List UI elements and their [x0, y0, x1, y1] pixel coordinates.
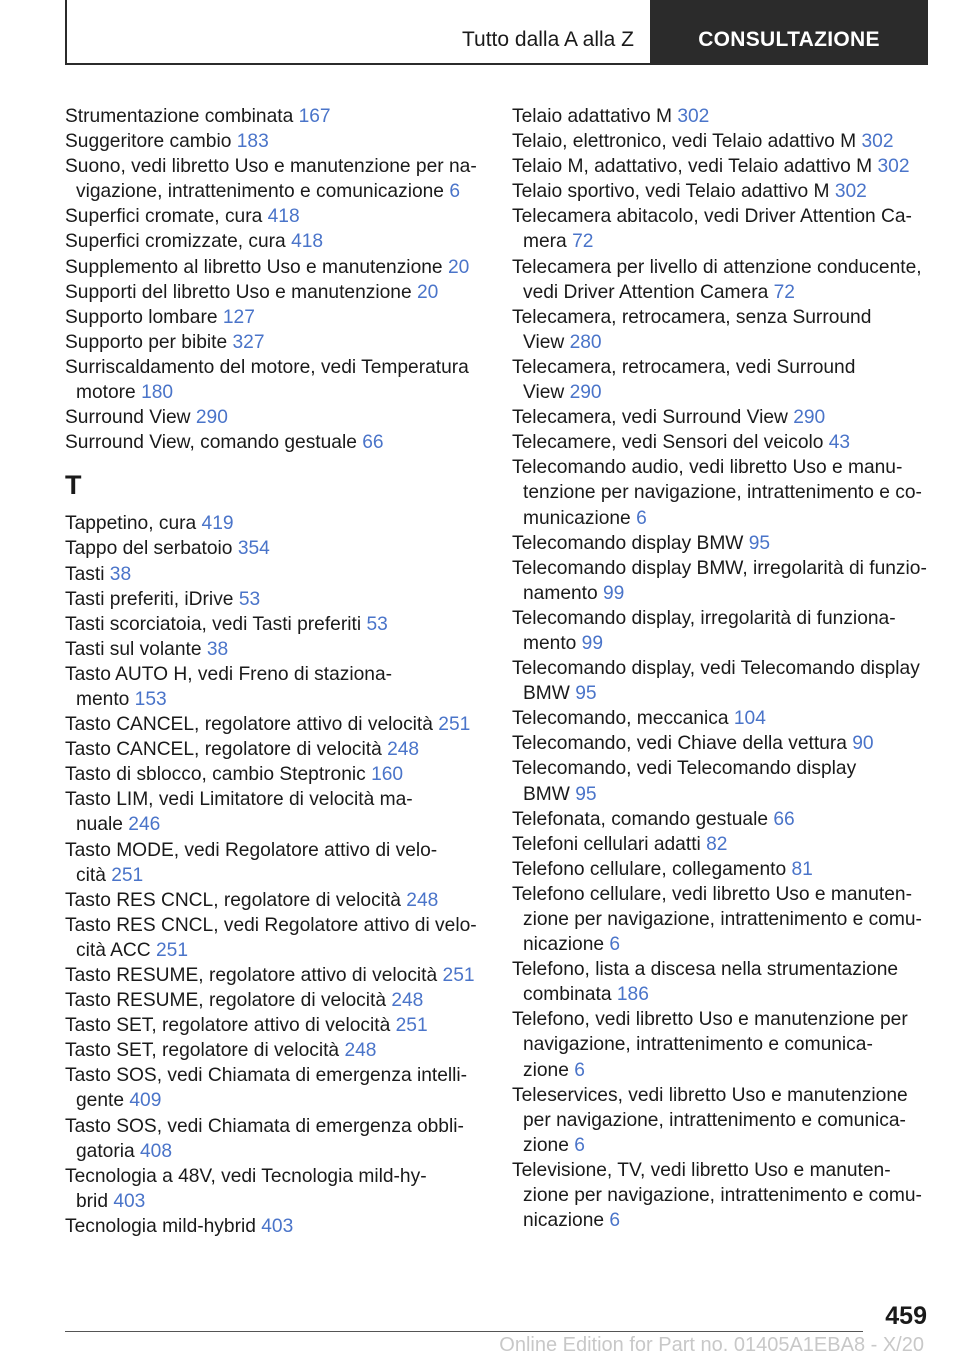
footer-rule [65, 1331, 863, 1332]
page-reference-link[interactable]: 302 [834, 181, 867, 203]
page-header [65, 0, 928, 65]
index-entry-text: municazione [523, 507, 631, 529]
header-chapter-box [650, 0, 928, 65]
page-reference-link[interactable]: 43 [828, 432, 851, 454]
page-reference-link[interactable]: 72 [773, 281, 795, 303]
page-reference-link[interactable]: 20 [417, 281, 439, 303]
index-entry [512, 104, 932, 129]
index-entry-text: Tasto CANCEL, regolatore di velocità [65, 739, 382, 761]
chapter-title: CONSULTAZIONE [698, 28, 880, 51]
index-entry [65, 662, 485, 712]
index-entry [512, 355, 932, 405]
index-entry [65, 963, 485, 988]
index-entry [65, 1013, 485, 1038]
index-entry-text: cità [76, 864, 106, 886]
page-reference-link[interactable]: 251 [438, 714, 471, 736]
index-entry [65, 1164, 485, 1214]
index-entry [65, 737, 485, 762]
page-reference-link[interactable]: 6 [449, 181, 460, 203]
index-letter-heading: T [65, 470, 82, 501]
index-entry [512, 405, 932, 430]
index-entry [512, 957, 932, 1007]
index-entry [65, 1038, 485, 1063]
index-entry [65, 562, 485, 587]
index-entry-text: Suono, vedi libretto Uso e manutenzione per na- [65, 156, 477, 178]
index-entry-text: Tasto AUTO H, vedi Freno di staziona- [65, 663, 393, 685]
page-reference-link[interactable]: 409 [129, 1090, 162, 1112]
page-reference-link[interactable]: 38 [206, 638, 229, 660]
page-reference-link[interactable]: 180 [141, 382, 174, 404]
index-entry-text: Telecamere, vedi Sensori del veicolo [512, 432, 824, 454]
index-entry-text: zione per navigazione, intrattenimento e comu- [523, 909, 922, 930]
index-entry-text: combinata [523, 984, 612, 1006]
index-entry [65, 637, 485, 662]
page-reference-link[interactable]: 38 [109, 563, 132, 585]
index-entry [65, 255, 485, 280]
page-reference-link[interactable]: 95 [575, 683, 597, 705]
page-reference-link[interactable]: 251 [111, 864, 144, 886]
index-entry [65, 280, 485, 305]
index-entry-text: Telaio M, adattativo, vedi Telaio adattivo M [512, 156, 873, 178]
index-entry-text: Telecamera, retrocamera, vedi Surround [512, 356, 856, 378]
page-reference-link[interactable]: 248 [391, 990, 424, 1012]
index-entry [512, 154, 932, 179]
index-entry [512, 179, 932, 204]
index-entry-text: Telefoni cellulari adatti [512, 833, 701, 855]
index-entry-text: Supporti del libretto Uso e manutenzione [65, 281, 412, 303]
index-entry [512, 731, 932, 756]
index-entry-text: vedi Driver Attention Camera [523, 281, 769, 303]
page-reference-link[interactable]: 127 [222, 306, 255, 328]
index-entry-text: mento [523, 632, 577, 654]
index-entry-text: Tecnologia mild-hybrid [65, 1215, 256, 1237]
index-entry [65, 204, 485, 229]
index-entry-text: BMW [523, 783, 570, 805]
index-entry-text: navigazione, intrattenimento e comunica- [523, 1034, 873, 1056]
index-entry-text: Tasto RESUME, regolatore attivo di velocità [65, 965, 438, 986]
index-entry-text: Supporto lombare [65, 306, 218, 328]
page-reference-link[interactable]: 403 [113, 1190, 146, 1212]
index-entry [65, 888, 485, 913]
page-reference-link[interactable]: 95 [748, 532, 771, 554]
page-reference-link[interactable]: 290 [195, 407, 228, 429]
index-entry [65, 913, 485, 963]
index-group-t-continued [512, 104, 932, 1233]
page-reference-link[interactable]: 6 [574, 1059, 585, 1081]
index-entry [65, 1214, 485, 1239]
page-reference-link[interactable]: 408 [140, 1140, 173, 1162]
index-entry-text: Tasti [65, 563, 105, 585]
index-entry-text: cità ACC [76, 939, 151, 961]
index-entry-text: Telecomando audio, vedi libretto Uso e manu- [512, 457, 903, 479]
page-reference-link[interactable]: 20 [447, 256, 470, 278]
index-entry-text: Telecomando display BMW, irregolarità di funzio- [512, 557, 927, 579]
page-reference-link[interactable]: 248 [344, 1040, 377, 1062]
index-entry-text: Suggeritore cambio [65, 131, 232, 153]
index-entry-text: motore [76, 382, 136, 404]
index-entry-text: Telefono cellulare, collegamento [512, 858, 787, 880]
index-entry-text: Strumentazione combinata [65, 106, 294, 127]
page-reference-link[interactable]: 327 [232, 331, 265, 353]
page-reference-link[interactable]: 418 [267, 206, 300, 228]
index-entry-text: Telefonata, comando gestuale [512, 808, 769, 830]
index-entry [512, 455, 932, 530]
index-entry-text: Telecomando display BMW [512, 532, 744, 554]
page-reference-link[interactable]: 248 [406, 889, 439, 911]
index-entry [65, 330, 485, 355]
index-entry [65, 430, 485, 455]
page-reference-link[interactable]: 167 [298, 106, 331, 127]
page-reference-link[interactable]: 53 [238, 588, 261, 610]
page-reference-link[interactable]: 246 [128, 814, 161, 836]
index-entry [65, 536, 485, 561]
index-entry-text: Telecamera, vedi Surround View [512, 407, 788, 429]
footer-edition: Online Edition for Part no. 01405A1EBA8 - X/20 [499, 1334, 924, 1356]
page-reference-link[interactable]: 302 [861, 131, 894, 153]
index-entry [65, 612, 485, 637]
index-entry-text: Tecnologia a 48V, vedi Tecnologia mild-hy- [65, 1165, 427, 1187]
index-entry-text: Telaio, elettronico, vedi Telaio adattivo M [512, 131, 857, 153]
index-entry-text: mera [523, 231, 567, 253]
index-entry [65, 511, 485, 536]
index-entry-text: Tasto SOS, vedi Chiamata di emergenza intelli- [65, 1065, 468, 1087]
index-group-s [65, 104, 485, 455]
index-entry [512, 305, 932, 355]
index-entry-text: Tasti preferiti, iDrive [65, 588, 234, 610]
index-entry-text: Telecomando, vedi Telecomando display [512, 758, 857, 780]
index-entry [65, 355, 485, 405]
index-entry-text: Telecomando, meccanica [512, 708, 729, 730]
index-entry [512, 606, 932, 656]
index-entry [512, 129, 932, 154]
index-entry-text: Telecamera, retrocamera, senza Surround [512, 306, 872, 328]
index-entry-text: Tasti sul volante [65, 638, 202, 660]
page-reference-link[interactable]: 290 [793, 407, 826, 429]
index-entry-text: namento [523, 582, 598, 604]
index-entry-text: Tasto RES CNCL, regolatore di velocità [65, 889, 401, 911]
page-reference-link[interactable]: 302 [877, 156, 910, 178]
page-reference-link[interactable]: 419 [201, 513, 234, 535]
index-entry [512, 832, 932, 857]
index-entry-text: Telefono, lista a discesa nella strumentazione [512, 959, 899, 981]
index-entry [65, 787, 485, 837]
index-entry-text: vigazione, intrattenimento e comunicazione [76, 181, 444, 203]
page-reference-link[interactable]: 354 [237, 538, 270, 560]
index-entry-text: Supporto per bibite [65, 331, 228, 353]
page-reference-link[interactable]: 66 [773, 808, 795, 830]
index-entry [512, 430, 932, 455]
index-entry [65, 405, 485, 430]
index-entry-text: zione per navigazione, intrattenimento e comu- [523, 1185, 922, 1207]
index-entry-text: Teleservices, vedi libretto Uso e manutenzione [512, 1084, 908, 1106]
index-entry [65, 104, 485, 129]
index-entry-text: View [523, 331, 565, 353]
page-reference-link[interactable]: 82 [706, 833, 728, 855]
index-entry [65, 129, 485, 154]
index-entry [512, 706, 932, 731]
page-reference-link[interactable]: 153 [134, 688, 167, 710]
page-reference-link[interactable]: 99 [603, 582, 625, 604]
index-entry [65, 1114, 485, 1164]
index-entry [65, 712, 485, 737]
index-entry-text: Tasto SET, regolatore di velocità [65, 1040, 340, 1062]
index-entry-text: per navigazione, intrattenimento e comunica- [523, 1109, 906, 1131]
index-entry-text: Tasto RESUME, regolatore di velocità [65, 990, 386, 1012]
index-entry-text: zione [523, 1059, 569, 1081]
page-reference-link[interactable]: 6 [609, 934, 621, 956]
index-entry [512, 1083, 932, 1158]
index-entry-text: Telefono, vedi libretto Uso e manutenzione per [512, 1009, 908, 1031]
index-entry-text: Telecomando display, vedi Telecomando display [512, 658, 920, 680]
index-entry-text: Superfici cromate, cura [65, 206, 263, 228]
index-entry-text: Televisione, TV, vedi libretto Uso e manuten- [512, 1159, 891, 1181]
index-group-t [65, 511, 485, 1239]
index-entry-text: Tasto RES CNCL, vedi Regolatore attivo di velo- [65, 914, 477, 936]
index-entry-text: Tappetino, cura [65, 513, 197, 535]
index-entry-text: Surriscaldamento del motore, vedi Temperatura [65, 356, 469, 378]
index-entry [65, 154, 485, 204]
index-entry [65, 988, 485, 1013]
page-reference-link[interactable]: 160 [371, 764, 404, 786]
page-reference-link[interactable]: 248 [387, 739, 420, 761]
index-column-right [512, 104, 932, 1233]
page-reference-link[interactable]: 280 [569, 331, 602, 353]
index-entry-text: Tasto di sblocco, cambio Steptronic [65, 764, 366, 786]
page-reference-link[interactable]: 99 [581, 632, 604, 654]
index-entry-text: Telecomando display, irregolarità di funziona- [512, 607, 896, 629]
index-entry-text: Superfici cromizzate, cura [65, 231, 286, 253]
index-entry [65, 838, 485, 888]
index-entry [65, 305, 485, 330]
index-entry [512, 1007, 932, 1082]
index-entry-text: Tasto MODE, vedi Regolatore attivo di velo- [65, 839, 438, 861]
page-reference-link[interactable]: 6 [636, 507, 647, 529]
index-entry [512, 857, 932, 882]
index-entry-text: Tasto SET, regolatore attivo di velocità [65, 1015, 391, 1037]
index-entry-text: Telaio sportivo, vedi Telaio adattivo M [512, 181, 830, 203]
index-entry [512, 756, 932, 806]
index-entry-text: View [523, 382, 565, 404]
page-reference-link[interactable]: 186 [616, 984, 649, 1006]
index-entry-text: nicazione [523, 934, 605, 956]
index-entry [65, 1063, 485, 1113]
page-reference-link[interactable]: 81 [791, 858, 813, 880]
index-entry-text: nicazione [523, 1210, 605, 1232]
index-entry-text: Telecomando, vedi Chiave della vettura [512, 733, 847, 755]
index-entry [512, 656, 932, 706]
index-entry-text: Tasto SOS, vedi Chiamata di emergenza obbli- [65, 1115, 464, 1137]
index-entry-text: tenzione per navigazione, intrattenimento e co- [523, 482, 922, 504]
section-title: Tutto dalla A alla Z [462, 28, 634, 51]
index-entry [65, 229, 485, 254]
page-reference-link[interactable]: 90 [852, 733, 874, 755]
page-reference-link[interactable]: 6 [609, 1210, 621, 1232]
index-entry [65, 587, 485, 612]
index-entry-text: brid [76, 1190, 108, 1212]
header-section-box [65, 0, 650, 65]
index-entry [512, 531, 932, 556]
index-entry-text: Tasto CANCEL, regolatore attivo di velocità [65, 714, 433, 736]
page-reference-link[interactable]: 95 [575, 783, 597, 805]
page-reference-link[interactable]: 302 [677, 106, 710, 127]
page-reference-link[interactable]: 53 [366, 613, 388, 635]
index-entry [512, 882, 932, 957]
index-entry-text: Telecamera abitacolo, vedi Driver Attention Ca- [512, 206, 912, 228]
index-entry-text: Tasti scorciatoia, vedi Tasti preferiti [65, 613, 362, 635]
page-reference-link[interactable]: 403 [261, 1215, 294, 1237]
page-reference-link[interactable]: 418 [291, 231, 324, 253]
index-entry-text: Telefono cellulare, vedi libretto Uso e manuten- [512, 883, 912, 905]
index-entry-text: Tasto LIM, vedi Limitatore di velocità ma- [65, 789, 413, 811]
page-reference-link[interactable]: 72 [572, 231, 594, 253]
index-entry-text: mento [76, 688, 130, 710]
index-entry [512, 1158, 932, 1233]
index-entry-text: zione [523, 1134, 569, 1156]
index-entry [65, 762, 485, 787]
index-entry-text: Surround View, comando gestuale [65, 432, 357, 454]
page-reference-link[interactable]: 66 [362, 432, 384, 454]
index-entry-text: Supplemento al libretto Uso e manutenzione [65, 256, 443, 278]
page-reference-link[interactable]: 251 [395, 1015, 428, 1037]
page-reference-link[interactable]: 251 [156, 939, 189, 961]
index-entry-text: gente [76, 1090, 125, 1112]
page-reference-link[interactable]: 251 [442, 965, 475, 986]
index-entry-text: Telecamera per livello di attenzione conducente, [512, 256, 922, 278]
index-column-left [65, 104, 485, 1239]
index-entry-text: nuale [76, 814, 123, 836]
page-reference-link[interactable]: 6 [574, 1134, 585, 1156]
index-entry-text: gatoria [76, 1140, 135, 1162]
index-entry-text: Tappo del serbatoio [65, 538, 233, 560]
page-reference-link[interactable]: 290 [569, 382, 602, 404]
index-entry-text: Surround View [65, 407, 191, 429]
index-entry [512, 255, 932, 305]
page-reference-link[interactable]: 104 [733, 708, 766, 730]
page-reference-link[interactable]: 183 [236, 131, 269, 153]
index-entry [512, 204, 932, 254]
index-entry [512, 807, 932, 832]
index-entry-text: BMW [523, 683, 570, 705]
index-entry-text: Telaio adattativo M [512, 106, 672, 127]
index-entry [512, 556, 932, 606]
page-number: 459 [885, 1302, 927, 1330]
